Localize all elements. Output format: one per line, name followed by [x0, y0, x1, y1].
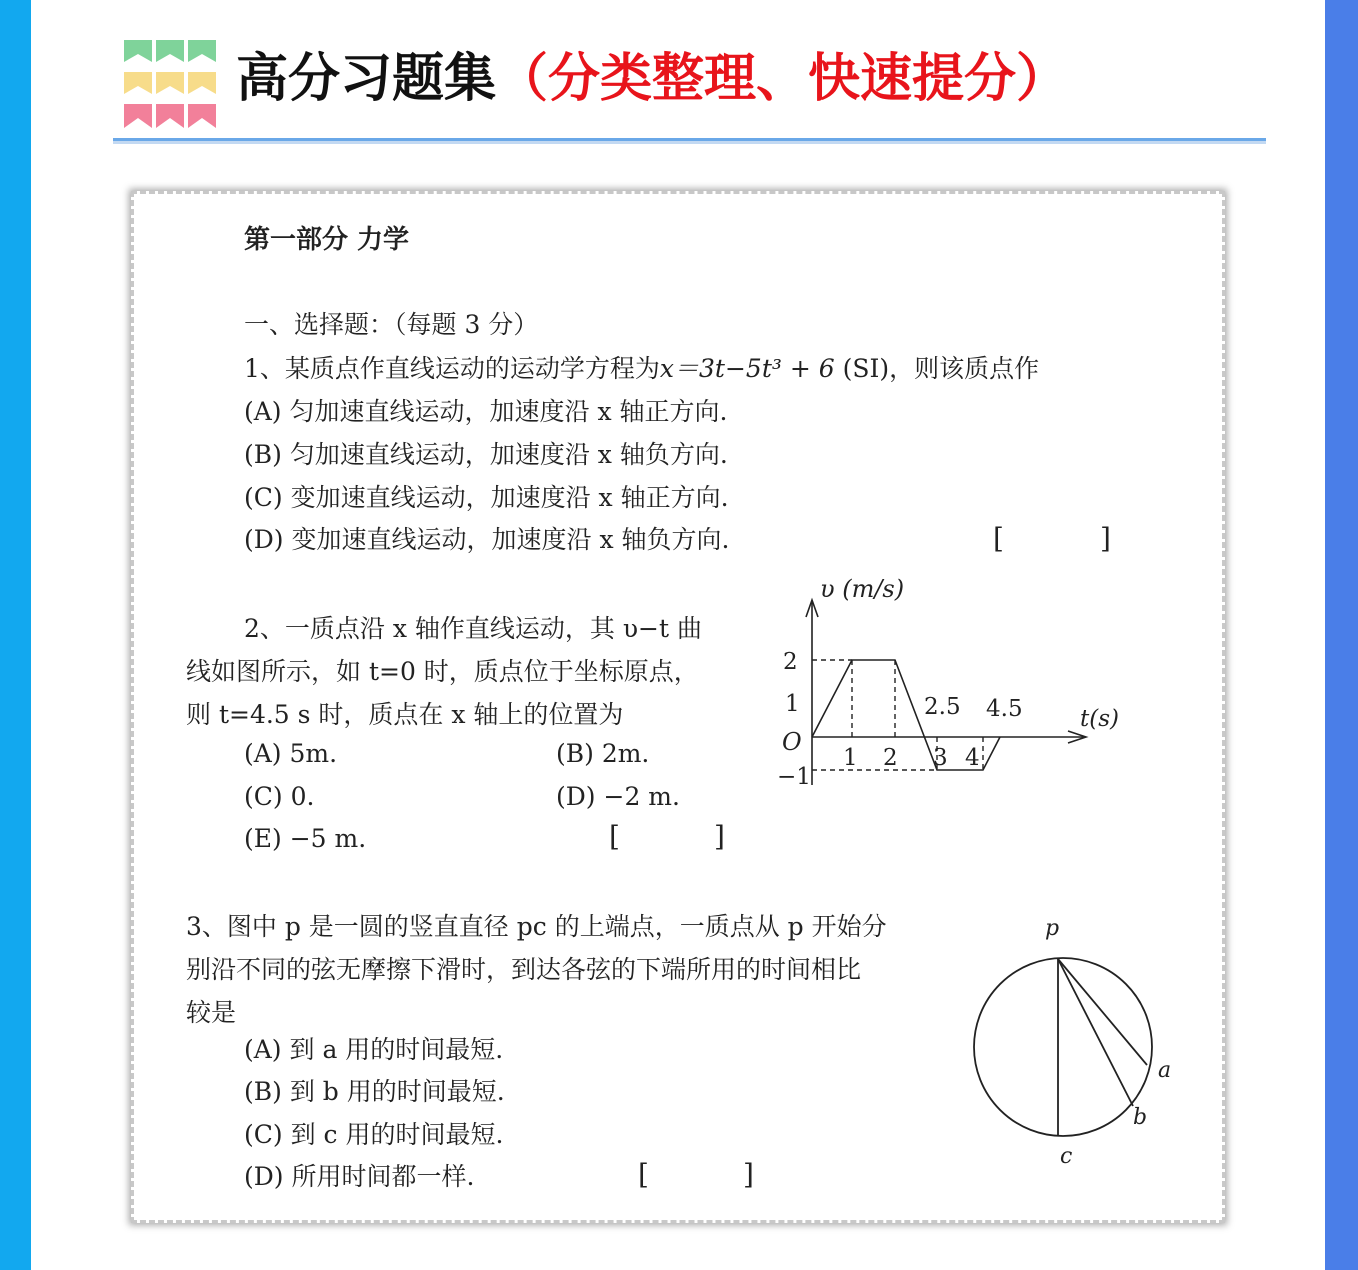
q2-stem-line3: 则 t=4.5 s 时，质点在 x 轴上的位置为	[186, 700, 624, 729]
q3-stem-line2: 别沿不同的弦无摩擦下滑时，到达各弦的下端所用的时间相比	[186, 955, 862, 984]
q1-equation: x＝3t−5t³ + 6	[659, 354, 835, 383]
velocity-time-graph	[770, 570, 1140, 795]
q1-stem-prefix: 1、某质点作直线运动的运动学方程为	[244, 354, 660, 383]
q2-stem-line1: 2、一质点沿 x 轴作直线运动，其 υ−t 曲	[244, 614, 702, 643]
q1-option-b: (B) 匀加速直线运动，加速度沿 x 轴负方向.	[244, 440, 728, 469]
q2-option-d: (D) −2 m.	[556, 782, 680, 811]
label-c: c	[1060, 1144, 1073, 1169]
left-accent-bar	[0, 0, 31, 1270]
v-axis-label: υ (m/s)	[820, 575, 905, 603]
q2-option-c: (C) 0.	[244, 782, 315, 811]
q1-answer-bracket-close: ]	[1100, 522, 1111, 555]
origin-label: O	[782, 728, 802, 756]
circle-outline	[974, 958, 1152, 1136]
chord-pa	[1058, 959, 1147, 1065]
header-divider	[113, 138, 1266, 144]
bunting-logo-icon	[122, 38, 218, 130]
circle-chord-figure	[960, 905, 1180, 1180]
q2-answer-bracket-close: ]	[714, 820, 725, 853]
x-tick-1: 1	[843, 745, 858, 771]
q2-option-a: (A) 5m.	[244, 739, 338, 768]
t-axis-label: t(s)	[1080, 706, 1119, 732]
q2-option-e: (E) −5 m.	[244, 824, 367, 853]
label-2-5: 2.5	[924, 694, 961, 720]
q1-stem-suffix: (SI)，则该质点作	[834, 354, 1040, 383]
q2-option-b: (B) 2m.	[556, 739, 650, 768]
label-4-5: 4.5	[986, 696, 1023, 722]
q1-option-d: (D) 变加速直线运动，加速度沿 x 轴负方向.	[244, 525, 730, 554]
q2-stem-line2: 线如图所示，如 t=0 时，质点位于坐标原点，	[186, 657, 699, 686]
q3-stem-line3: 较是	[186, 998, 237, 1027]
label-p: p	[1045, 916, 1060, 941]
right-accent-bar	[1325, 0, 1358, 1270]
part-heading: 第一部分 力学	[244, 225, 410, 255]
q3-stem	[186, 905, 966, 1034]
label-b: b	[1133, 1105, 1148, 1130]
q1-answer-bracket-open: [	[993, 522, 1004, 555]
q3-stem-line1: 3、图中 p 是一圆的竖直直径 pc 的上端点，一质点从 p 开始分	[186, 912, 887, 941]
q1-option-c: (C) 变加速直线运动，加速度沿 x 轴正方向.	[244, 483, 729, 512]
page-title	[236, 46, 1068, 112]
q3-option-a: (A) 到 a 用的时间最短.	[244, 1035, 504, 1064]
y-tick-2: 2	[783, 649, 798, 675]
q3-option-d: (D) 所用时间都一样.	[244, 1162, 475, 1191]
q2-stem	[186, 607, 746, 736]
q3-answer-bracket-open: [	[638, 1158, 649, 1191]
title-main: 高分习题集	[236, 49, 497, 109]
x-tick-2: 2	[883, 745, 898, 771]
q2-answer-bracket-open: [	[609, 820, 620, 853]
y-tick-1: 1	[785, 691, 800, 717]
x-tick-4: 4	[965, 745, 980, 771]
section-heading: 一、选择题：（每题 3 分）	[244, 310, 539, 339]
q1-option-a: (A) 匀加速直线运动，加速度沿 x 轴正方向.	[244, 397, 728, 426]
q1-stem	[244, 353, 1039, 385]
y-tick-neg1: −1	[777, 764, 811, 790]
x-tick-3: 3	[933, 745, 948, 771]
label-a: a	[1158, 1058, 1172, 1083]
q3-option-b: (B) 到 b 用的时间最短.	[244, 1077, 505, 1106]
q3-option-c: (C) 到 c 用的时间最短.	[244, 1120, 504, 1149]
q3-answer-bracket-close: ]	[743, 1158, 754, 1191]
title-subtitle: （分类整理、快速提分）	[496, 49, 1069, 109]
